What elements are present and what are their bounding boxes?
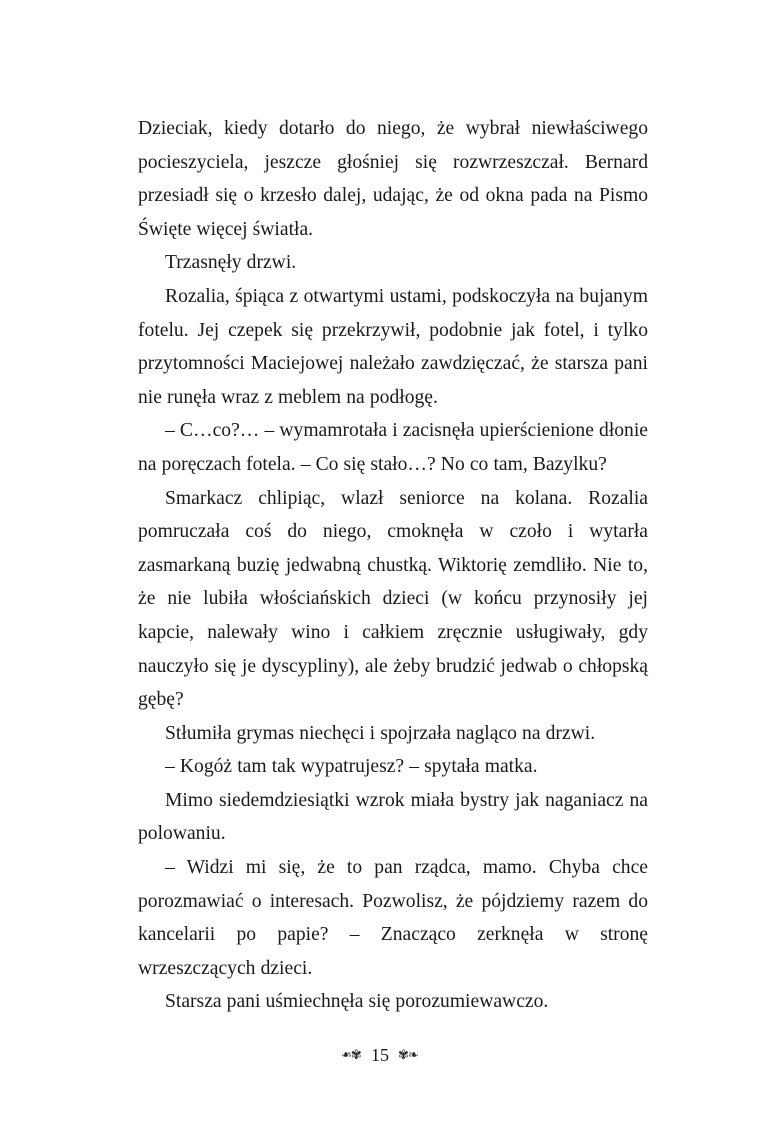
page-body-text <box>138 112 648 1019</box>
paragraph: Stłumiła grymas niechęci i spojrzała nagląco na drzwi. <box>165 722 596 744</box>
page-footer <box>0 1042 760 1066</box>
ornament-right-icon: ✾❧ <box>398 1046 418 1062</box>
paragraph: Starsza pani uśmiechnęła się porozumiewawczo. <box>165 991 549 1013</box>
paragraph: Smarkacz chlipiąc, wlazł seniorce na kolana. Rozalia pomruczała coś do niego, cmoknęła w czoło i wytarła zasmarkaną buzię jedwabną chustką. Wiktorię zemdliło. Nie to, że nie lubiła włościańskich dzieci (w końcu przynosiły jej kapcie, nalewały wino i całkiem zręcznie usługiwały, gdy nauczyło się je dyscypliny), ale żeby brudzić jedwab o chłopską gębę? <box>138 487 648 711</box>
page-number: 15 <box>371 1044 389 1065</box>
paragraph: – Widzi mi się, że to pan rządca, mamo. Chyba chce porozmawiać o interesach. Pozwolisz, że pójdziemy razem do kancelarii po papie? – Znacząco zerknęła w stronę wrzeszczących dzieci. <box>138 857 648 979</box>
ornament-left-icon: ✾❧ <box>342 1046 362 1062</box>
paragraph: – C…co?… – wymamrotała i zacisnęła upierścienione dłonie na poręczach fotela. – Co się stało…? No co tam, Bazylku? <box>138 420 648 475</box>
paragraph: Rozalia, śpiąca z otwartymi ustami, podskoczyła na bujanym fotelu. Jej czepek się przekrzywił, podobnie jak fotel, i tylko przytomności Maciejowej należało zawdzięczać, że starsza pani nie runęła wraz z meblem na podłogę. <box>138 285 648 408</box>
paragraph: – Kogóż tam tak wypatrujesz? – spytała matka. <box>165 756 538 778</box>
paragraph: Mimo siedemdziesiątki wzrok miała bystry jak naganiacz na polowaniu. <box>138 789 648 845</box>
paragraph: Trzasnęły drzwi. <box>165 252 297 274</box>
paragraph: Dzieciak, kiedy dotarło do niego, że wybrał niewłaściwego pocieszyciela, jeszcze głośniej się rozwrzeszczał. Bernard przesiadł się o krzesło dalej, udając, że od okna pada na Pismo Święte więcej światła. <box>138 118 648 240</box>
